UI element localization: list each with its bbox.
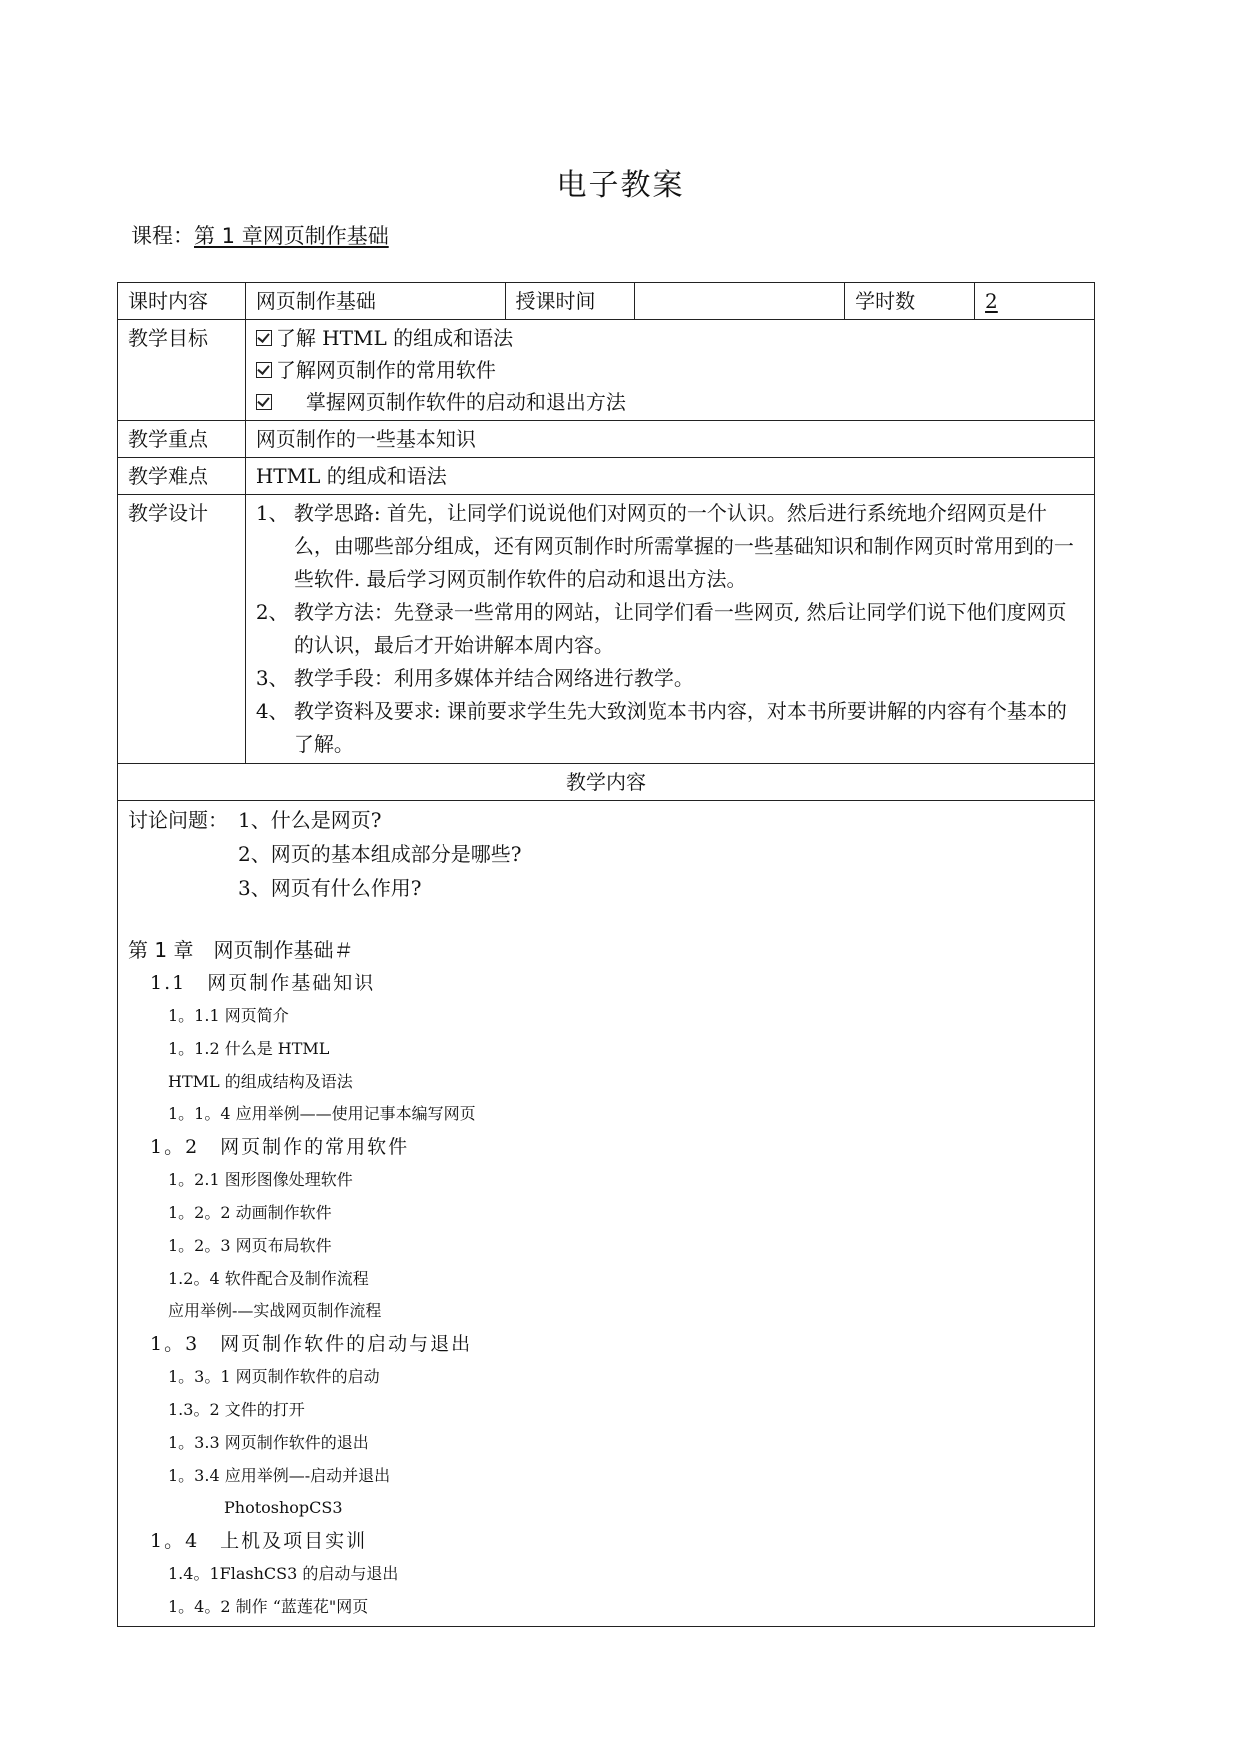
objective-item: 了解网页制作的常用软件: [256, 354, 1084, 386]
table-row-content: [118, 801, 1095, 1627]
table-row-content-header: [118, 764, 1095, 801]
page-title: 电子教案: [556, 168, 685, 203]
lesson-plan-table: [117, 282, 1095, 1627]
table-row-key-points: [118, 421, 1095, 458]
value-teaching-time: [635, 283, 845, 320]
objective-item: 掌握网页制作软件的启动和退出方法: [256, 386, 1084, 418]
label-key-points: 教学重点: [118, 421, 246, 458]
section-heading: 1.1 网页制作基础知识: [150, 972, 376, 994]
table-row-objectives: [118, 320, 1095, 421]
subsection-item: HTML 的组成结构及语法: [168, 1071, 353, 1091]
chapter-heading: 第 1 章 网页制作基础＃: [128, 938, 354, 962]
section-heading: 1。4 上机及项目实训: [150, 1530, 368, 1553]
subsection-item: 1。3.3 网页制作软件的退出: [168, 1432, 369, 1452]
section-heading: 1。3 网页制作软件的启动与退出: [150, 1333, 473, 1356]
objectives-list: [245, 320, 1094, 421]
subsection-item: 1。1。4 应用举例——使用记事本编写网页: [168, 1104, 476, 1124]
subsection-item: 1。1.2 什么是 HTML: [168, 1038, 330, 1058]
class-hours-number: 2: [985, 289, 998, 313]
subsection-item: 1.3。2 文件的打开: [168, 1399, 305, 1419]
checked-box-icon: [256, 394, 272, 410]
table-row-difficulties: [118, 458, 1095, 495]
subsection-item: 1。2。2 动画制作软件: [168, 1202, 332, 1222]
checked-box-icon: [256, 330, 272, 346]
subsection-item: 1.2。4 软件配合及制作流程: [168, 1268, 369, 1288]
section-heading: 1。2 网页制作的常用软件: [150, 1136, 410, 1159]
checked-box-icon: [256, 362, 272, 378]
subsection-item: 1。3.4 应用举例—-启动并退出: [168, 1465, 391, 1485]
discussion-item: 1、什么是网页?: [238, 808, 382, 832]
value-class-content: 网页制作基础: [245, 283, 505, 320]
course-name: 第 1 章网页制作基础: [194, 224, 389, 248]
label-objectives: 教学目标: [118, 320, 246, 421]
course-line: [131, 220, 389, 250]
label-teaching-time: 授课时间: [505, 283, 635, 320]
value-difficulties: HTML 的组成和语法: [245, 458, 1094, 495]
discussion-block: [128, 803, 1084, 905]
subsection-item: 1.4。1FlashCS3 的启动与退出: [168, 1564, 399, 1584]
subsection-item: 1。2。3 网页布局软件: [168, 1235, 332, 1255]
content-header: 教学内容: [118, 764, 1095, 801]
table-row-class-info: [118, 283, 1095, 320]
design-item: 1、 教学思路: 首先，让同学们说说他们对网页的一个认识。然后进行系统地介绍网页是什么，由哪些部分组成，还有网页制作时所需掌握的一些基础知识和制作网页时常用到的一些软件. 最后学习网页制作软件的启动和退出方法。: [255, 501, 1074, 591]
design-item: 3、 教学手段：利用多媒体并结合网络进行教学。: [255, 666, 694, 690]
subsection-item: 1。3。1 网页制作软件的启动: [168, 1367, 380, 1387]
label-class-hours: 学时数: [845, 283, 975, 320]
subsection-item: 1。2.1 图形图像处理软件: [168, 1170, 353, 1190]
design-item: 2、 教学方法：先登录一些常用的网站，让同学们看一些网页, 然后让同学们说下他们度网页的认识，最后才开始讲解本周内容。: [255, 600, 1067, 657]
label-design: 教学设计: [118, 495, 246, 764]
label-difficulties: 教学难点: [118, 458, 246, 495]
content-body: [118, 801, 1095, 1627]
discussion-item: 3、网页有什么作用?: [238, 876, 422, 900]
subsection-continuation: PhotoshopCS3: [224, 1498, 343, 1518]
table-row-design: [118, 495, 1095, 764]
course-label: 课程：: [131, 224, 194, 248]
subsection-item: 应用举例-—实战网页制作流程: [168, 1301, 382, 1321]
chapter-outline: [128, 933, 1084, 1624]
discussion-item: 2、网页的基本组成部分是哪些?: [238, 842, 522, 866]
subsection-item: 1。4。2 制作 “蓝莲花"网页: [168, 1596, 369, 1616]
design-list: [245, 495, 1094, 764]
subsection-item: 1。1.1 网页简介: [168, 1006, 289, 1025]
value-key-points: 网页制作的一些基本知识: [245, 421, 1094, 458]
design-item: 4、 教学资料及要求: 课前要求学生先大致浏览本书内容，对本书所要讲解的内容有个基本的了解。: [255, 699, 1067, 756]
label-class-content: 课时内容: [118, 283, 246, 320]
objective-item: 了解 HTML 的组成和语法: [256, 322, 1084, 354]
discussion-label: 讨论问题：: [128, 808, 228, 832]
value-class-hours: [975, 283, 1095, 320]
